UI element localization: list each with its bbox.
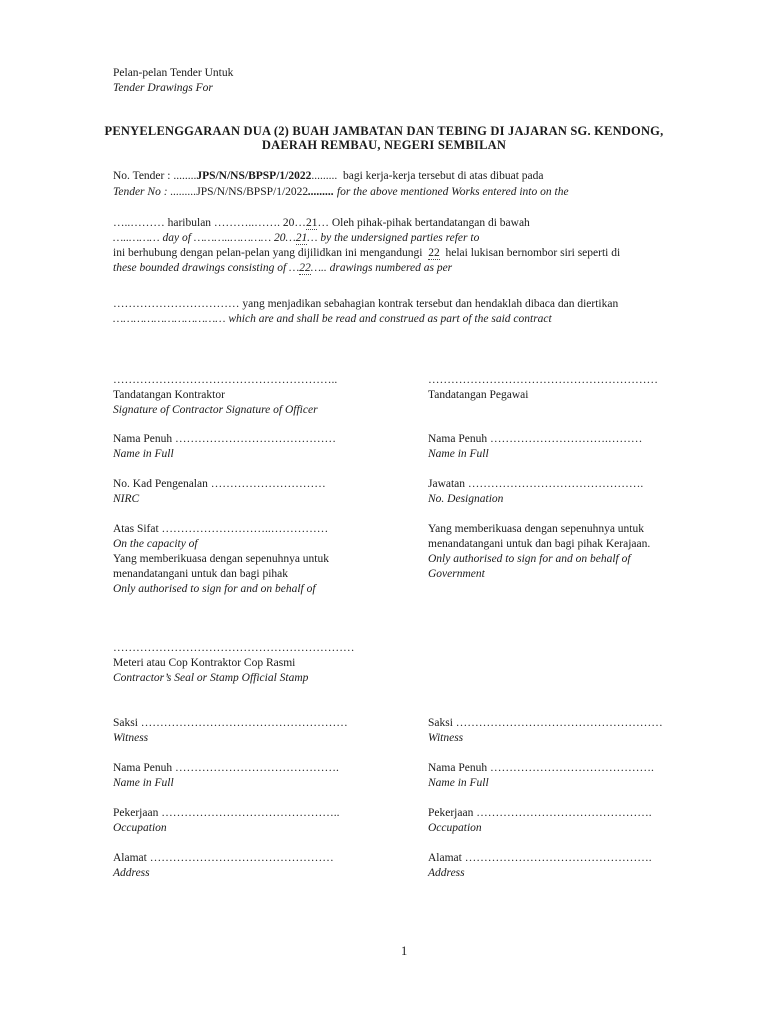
contractor-authority-line1: Yang memberikuasa dengan sepenuhnya untuk (113, 553, 330, 565)
sheets-count-en: 22 (299, 262, 311, 274)
seal-label: Meteri atau Cop Kontraktor Cop Rasmi (113, 657, 296, 669)
officer-designation-field: Jawatan ………………………………………. (428, 478, 644, 490)
officer-witness-name-field: Nama Penuh ……………………………………. (428, 762, 654, 774)
sheets-line-en (113, 261, 452, 275)
officer-authority-line1: Yang memberikuasa dengan sepenuhnya untuk (428, 523, 645, 535)
date-year-en: 21 (295, 232, 308, 244)
officer-witness-name-label-en: Name in Full (428, 777, 489, 789)
contract-line-bm: …………………………… yang menjadikan sebahagian kontrak tersebut dan hendaklah dibaca dan diertikan (113, 298, 619, 310)
contractor-authority-line2: menandatangani untuk dan bagi pihak (113, 568, 289, 580)
contractor-witness-occupation-field: Pekerjaan ……………………………………….. (113, 807, 340, 819)
page-number: 1 (401, 944, 408, 958)
tender-rest-en: for the above mentioned Works entered into on the (336, 186, 569, 198)
date-rest-en: … by the undersigned parties refer to (307, 232, 480, 244)
tender-label-en: Tender No : (113, 186, 168, 198)
sheets-text-en: these bounded drawings consisting of … (113, 262, 300, 274)
seal-label-en: Contractor’s Seal or Stamp Official Stamp (113, 672, 309, 684)
date-text-bm: …..……… haribulan ………..……. 20… (113, 217, 306, 229)
sheets-line-bm (113, 246, 620, 260)
officer-designation-label-en: No. Designation (428, 493, 504, 505)
contractor-witness-name-label-en: Name in Full (113, 777, 174, 789)
contract-line-en: …………………………… which are and shall be read and construed as part of the said contract (113, 313, 552, 325)
tender-label-bm: No. Tender : (113, 170, 171, 182)
contractor-witness-address-label-en: Address (113, 867, 150, 879)
contractor-witness-address-field: Alamat ………………………………………… (113, 852, 334, 864)
sheets-count-bm: 22 (428, 247, 440, 259)
contractor-witness-field: Saksi ……………………………………………… (113, 717, 348, 729)
contractor-ic-label-en: NIRC (113, 493, 140, 505)
date-year-bm: 21 (305, 217, 318, 229)
date-text-en: …..……… day of ………..………… 20… (113, 232, 296, 244)
contractor-authority-en: Only authorised to sign for and on behalf of (113, 583, 316, 595)
officer-witness-field: Saksi ……………………………………………… (428, 717, 663, 729)
header-title-en: Tender Drawings For (113, 82, 213, 94)
tender-number-bm: JPS/N/NS/BPSP/1/2022 (196, 170, 312, 182)
officer-authority-en-line2: Government (428, 568, 485, 580)
officer-authority-line2: menandatangani untuk dan bagi pihak Kerajaan. (428, 538, 651, 550)
officer-witness-occupation-field: Pekerjaan ………………………………………. (428, 807, 652, 819)
contractor-name-field: Nama Penuh …………………………………… (113, 433, 336, 445)
contractor-capacity-field: Atas Sifat ………………………..…………… (113, 523, 329, 535)
contractor-ic-field: No. Kad Pengenalan ………………………… (113, 478, 326, 490)
officer-witness-label-en: Witness (428, 732, 464, 744)
tender-line-bm (113, 169, 544, 183)
contractor-signature-line: ………………………………………………….. (113, 374, 338, 386)
tender-dots-left-bm: ........ (173, 170, 197, 182)
contractor-signature-label: Tandatangan Kontraktor (113, 389, 225, 401)
contractor-witness-name-field: Nama Penuh ……………………………………. (113, 762, 339, 774)
contractor-name-label-en: Name in Full (113, 448, 174, 460)
sheets-rest-bm: helai lukisan bernombor siri seperti di (445, 247, 621, 259)
sheets-rest-en: ….. drawings numbered as per (310, 262, 453, 274)
officer-name-label-en: Name in Full (428, 448, 489, 460)
project-title-line1: PENYELENGGARAAN DUA (2) BUAH JAMBATAN DAN TEBING DI JAJARAN SG. KENDONG, (104, 124, 664, 138)
date-rest-bm: … Oleh pihak-pihak bertandatangan di bawah (317, 217, 530, 229)
header-title-bm: Pelan-pelan Tender Untuk (113, 67, 234, 79)
date-line-bm (113, 216, 530, 230)
officer-name-field: Nama Penuh ………………………….……… (428, 433, 643, 445)
tender-number-en: JPS/N/NS/BPSP/1/2022 (196, 186, 309, 198)
contractor-signature-label-en: Signature of Contractor Signature of Officer (113, 404, 318, 416)
contractor-witness-occupation-label-en: Occupation (113, 822, 167, 834)
tender-line-en (113, 185, 569, 199)
tender-rest-bm: bagi kerja-kerja tersebut di atas dibuat pada (342, 170, 544, 182)
officer-witness-address-label-en: Address (428, 867, 465, 879)
officer-signature-line: …………………………………………………… (428, 374, 658, 386)
contractor-witness-label-en: Witness (113, 732, 149, 744)
tender-dots-right-en: ......... (308, 186, 335, 198)
officer-witness-occupation-label-en: Occupation (428, 822, 482, 834)
project-title-line2: DAERAH REMBAU, NEGERI SEMBILAN (261, 138, 507, 152)
date-line-en (113, 231, 479, 245)
sheets-text-bm: ini berhubung dengan pelan-pelan yang dijilidkan ini mengandungi (113, 247, 423, 259)
officer-signature-label: Tandatangan Pegawai (428, 389, 529, 401)
officer-authority-en-line1: Only authorised to sign for and on behalf of (428, 553, 631, 565)
tender-dots-right-bm: ......... (311, 170, 338, 182)
officer-witness-address-field: Alamat …………………………………………. (428, 852, 652, 864)
tender-dots-left-en: ......... (170, 186, 197, 198)
contractor-capacity-label-en: On the capacity of (113, 538, 198, 550)
seal-line: ……………………………………………………… (113, 642, 355, 654)
